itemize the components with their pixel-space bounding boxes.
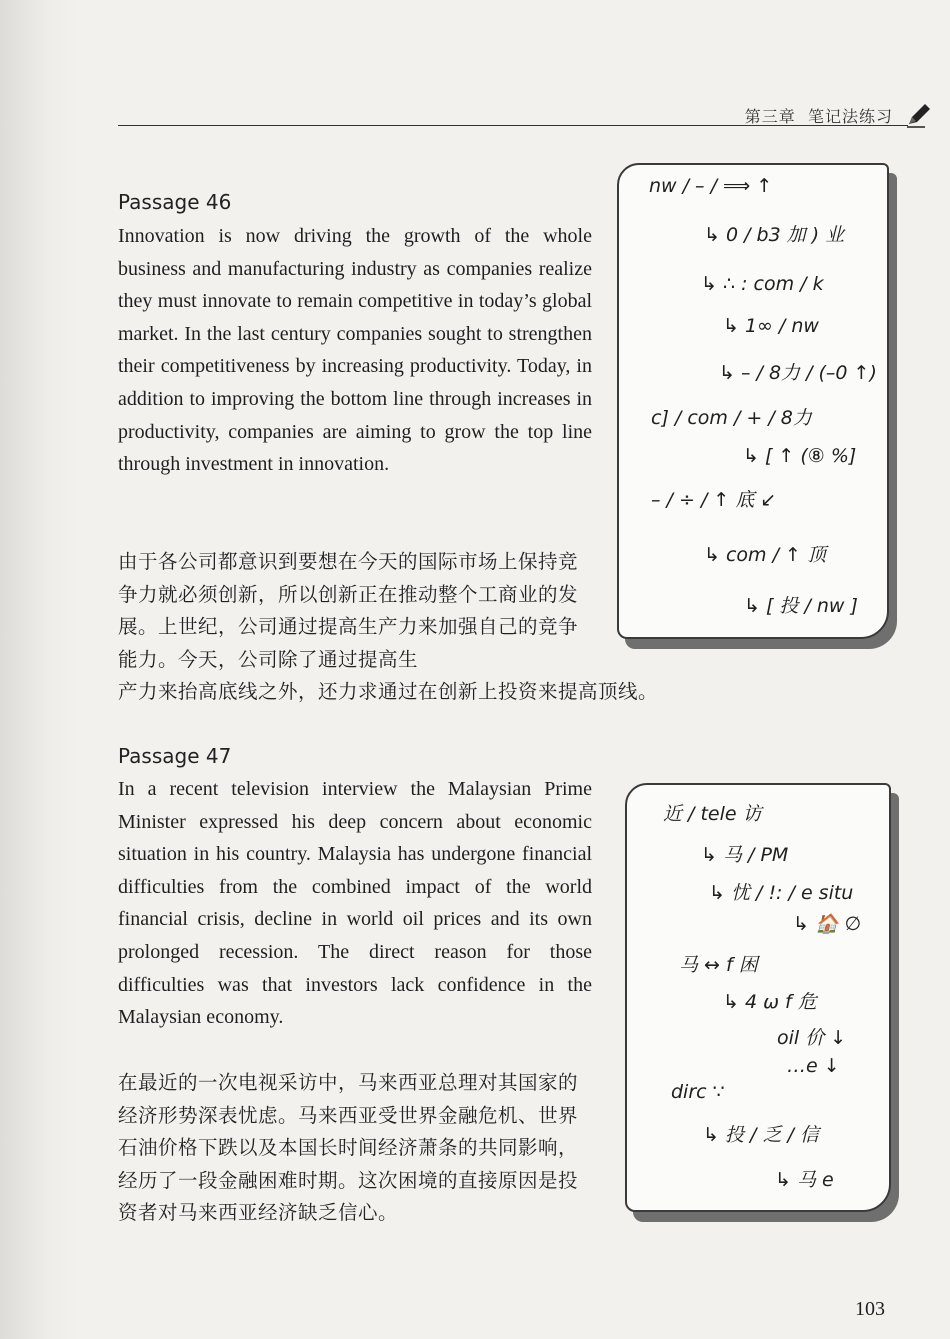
passage-46-chinese-tail: 产力来抬高底线之外，还力求通过在创新上投资来提高顶线。 <box>118 680 659 704</box>
note-line: oil 价 ↓ <box>777 1027 847 1049</box>
note-line: 马 ↔ f 困 <box>679 954 758 976</box>
note-line: 近 / tele 访 <box>663 803 762 825</box>
note-line: ↳ 4 ω f 危 <box>723 991 817 1013</box>
note-line: ↳ 马 / PM <box>701 844 789 866</box>
note-line: ↳ 🏠 ∅ <box>793 913 862 935</box>
passage-47-notes-card <box>625 783 891 1212</box>
note-line: ↳ – / 8力 / (–0 ↑) <box>719 362 877 384</box>
note-line: ↳ 投 / 乏 / 信 <box>703 1124 819 1146</box>
note-line: c] / com / + / 8力 <box>651 407 812 429</box>
passage-46-title: Passage 46 <box>118 190 232 214</box>
header-text <box>745 104 893 127</box>
pencil-icon <box>905 100 933 128</box>
note-line: ↳ 忧 / !: / e situ <box>709 882 854 904</box>
page-binding-shadow <box>0 0 80 1339</box>
header-chapter: 第三章 <box>744 107 796 126</box>
note-line: – / ÷ / ↑ 底 ↙ <box>651 489 777 511</box>
passage-47-english: In a recent television interview the Malaysian Prime Minister expressed his deep concern about economic situation in his country. Malaysia has undergone financial difficulties from the combined impact of the world financial crisis, decline in world oil prices and its own prolonged recession. The direct reason for those difficulties was that investors lack confidence in the Malaysian economy. <box>118 778 592 1029</box>
note-line: ↳ 马 e <box>775 1169 834 1191</box>
running-header <box>118 100 933 128</box>
passage-46-chinese-main: 由于各公司都意识到要想在今天的国际市场上保持竞争力就必须创新，所以创新正在推动整个工商业的发展。上世纪，公司通过提高生产力来加强自己的竞争能力。今天，公司除了通过提高生 <box>118 550 579 671</box>
header-rule <box>118 125 908 126</box>
note-line: ↳ [ 投 / nw ] <box>744 595 858 617</box>
note-line: ↳ 0 / b3 加 ) 业 <box>704 224 845 246</box>
note-line: …e ↓ <box>787 1055 840 1077</box>
passage-46-chinese <box>118 546 659 709</box>
passage-46-english: Innovation is now driving the growth of the whole business and manufacturing industry as companies realize they must innovate to remain competitive in today’s global market. In the last century companies sought to strengthen their competitiveness by increasing productivity. Today, in addition to improving the bottom line through increases in productivity, companies are aiming to grow the top line through investment in innovation. <box>118 225 592 476</box>
header-title: 笔记法练习 <box>807 107 893 126</box>
note-line: dirc ∵ <box>671 1081 725 1103</box>
passage-46-notes-card <box>617 163 889 639</box>
note-line: nw / – / ⟹ ↑ <box>649 175 773 197</box>
note-line: ↳ ∴ : com / k <box>701 273 824 295</box>
note-line: ↳ 1∞ / nw <box>723 315 819 337</box>
note-line: ↳ [ ↑ (⑧ %] <box>743 445 857 467</box>
passage-47-chinese: 在最近的一次电视采访中，马来西亚总理对其国家的经济形势深表忧虑。马来西亚受世界金融危机、世界石油价格下跌以及本国长时间经济萧条的共同影响，经历了一段金融困难时期。这次困境的直接原因是投资者对马来西亚经济缺乏信心。 <box>118 1071 579 1225</box>
page-number: 103 <box>855 1298 885 1320</box>
passage-47-title: Passage 47 <box>118 744 232 768</box>
note-line: ↳ com / ↑ 顶 <box>704 544 826 566</box>
